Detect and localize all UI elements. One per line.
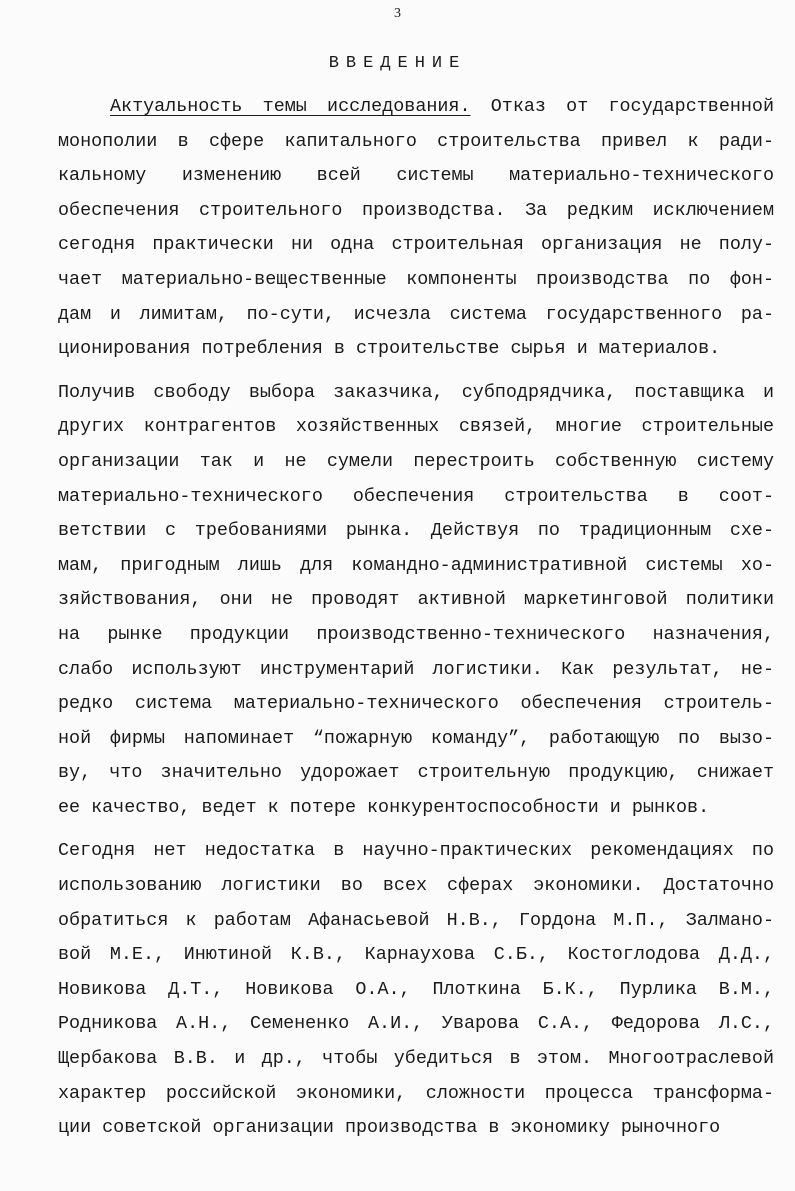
text-line: Новикова Д.Т., Новикова О.А., Плоткина Б.К., Пурлика В.М., (58, 978, 774, 1000)
text-line: организации так и не сумели перестроить собственную систему (58, 450, 774, 472)
text-line: редко система материально-технического обеспечения строитель- (58, 693, 774, 715)
text-line: на рынке продукции производственно-технического назначения, (58, 623, 774, 645)
text-line: Получив свободу выбора заказчика, субподрядчика, поставщика и (58, 381, 774, 403)
text-line: Сегодня нет недостатка в научно-практических рекомендациях по (58, 840, 774, 862)
text-line: ной фирмы напоминает “пожарную команду”, работающую по вызо- (58, 727, 774, 749)
text-line: обеспечения строительного производства. За редким исключением (58, 199, 774, 221)
text-line: мам, пригодным лишь для командно-административной системы хо- (58, 554, 774, 576)
text-line: дам и лимитам, по-сути, исчезла система государственного ра- (58, 303, 774, 325)
text-line: обратиться к работам Афанасьевой Н.В., Гордона М.П., Залмано- (58, 909, 774, 931)
text-line: ее качество, ведет к потере конкурентоспособности и рынков. (58, 796, 710, 818)
topic-relevance-label: Актуальность темы исследования. (110, 96, 471, 117)
text-line: ционирования потребления в строительстве сырья и материалов. (58, 338, 721, 360)
body-text (58, 90, 774, 1155)
text-line: ветствии с требованиями рынка. Действуя по традиционным схе- (58, 520, 774, 542)
text-line: ву, что значительно удорожает строительную продукцию, снижает (58, 762, 774, 784)
text-line: зяйствования, они не проводят активной маркетинговой политики (58, 589, 774, 611)
paragraph-literature (58, 834, 774, 1145)
text-line: кальному изменению всей системы материально-технического (58, 165, 774, 187)
text-line: Щербакова В.В. и др., чтобы убедиться в этом. Многоотраслевой (58, 1048, 774, 1070)
text-line: сегодня практически ни одна строительная организация не полу- (58, 234, 774, 256)
text-line: характер российской экономики, сложности процесса трансформа- (58, 1082, 774, 1104)
paragraph-relevance (58, 90, 774, 367)
text-line: слабо используют инструментарий логистики. Как результат, не- (58, 658, 774, 680)
text-line: ции советской организации производства в экономику рыночного (58, 1117, 721, 1139)
text-line: Актуальность темы исследования. Отказ от государственной (110, 96, 774, 117)
text-line: чает материально-вещественные компоненты производства по фон- (58, 268, 774, 290)
text-line: Родникова А.Н., Семененко А.И., Уварова С.А., Федорова Л.С., (58, 1013, 774, 1035)
paragraph-supply-issues (58, 376, 774, 826)
page-number: 3 (394, 6, 401, 21)
text-line: других контрагентов хозяйственных связей, многие строительные (58, 416, 774, 438)
text-line: использованию логистики во всех сферах экономики. Достаточно (58, 875, 774, 897)
section-heading: ВВЕДЕНИЕ (328, 54, 467, 73)
text-line: материально-технического обеспечения строительства в соот- (58, 485, 774, 507)
text-line: монополии в сфере капитального строительства привел к ради- (58, 130, 774, 152)
text-line: вой М.Е., Инютиной К.В., Карнаухова С.Б., Костоглодова Д.Д., (58, 944, 774, 966)
